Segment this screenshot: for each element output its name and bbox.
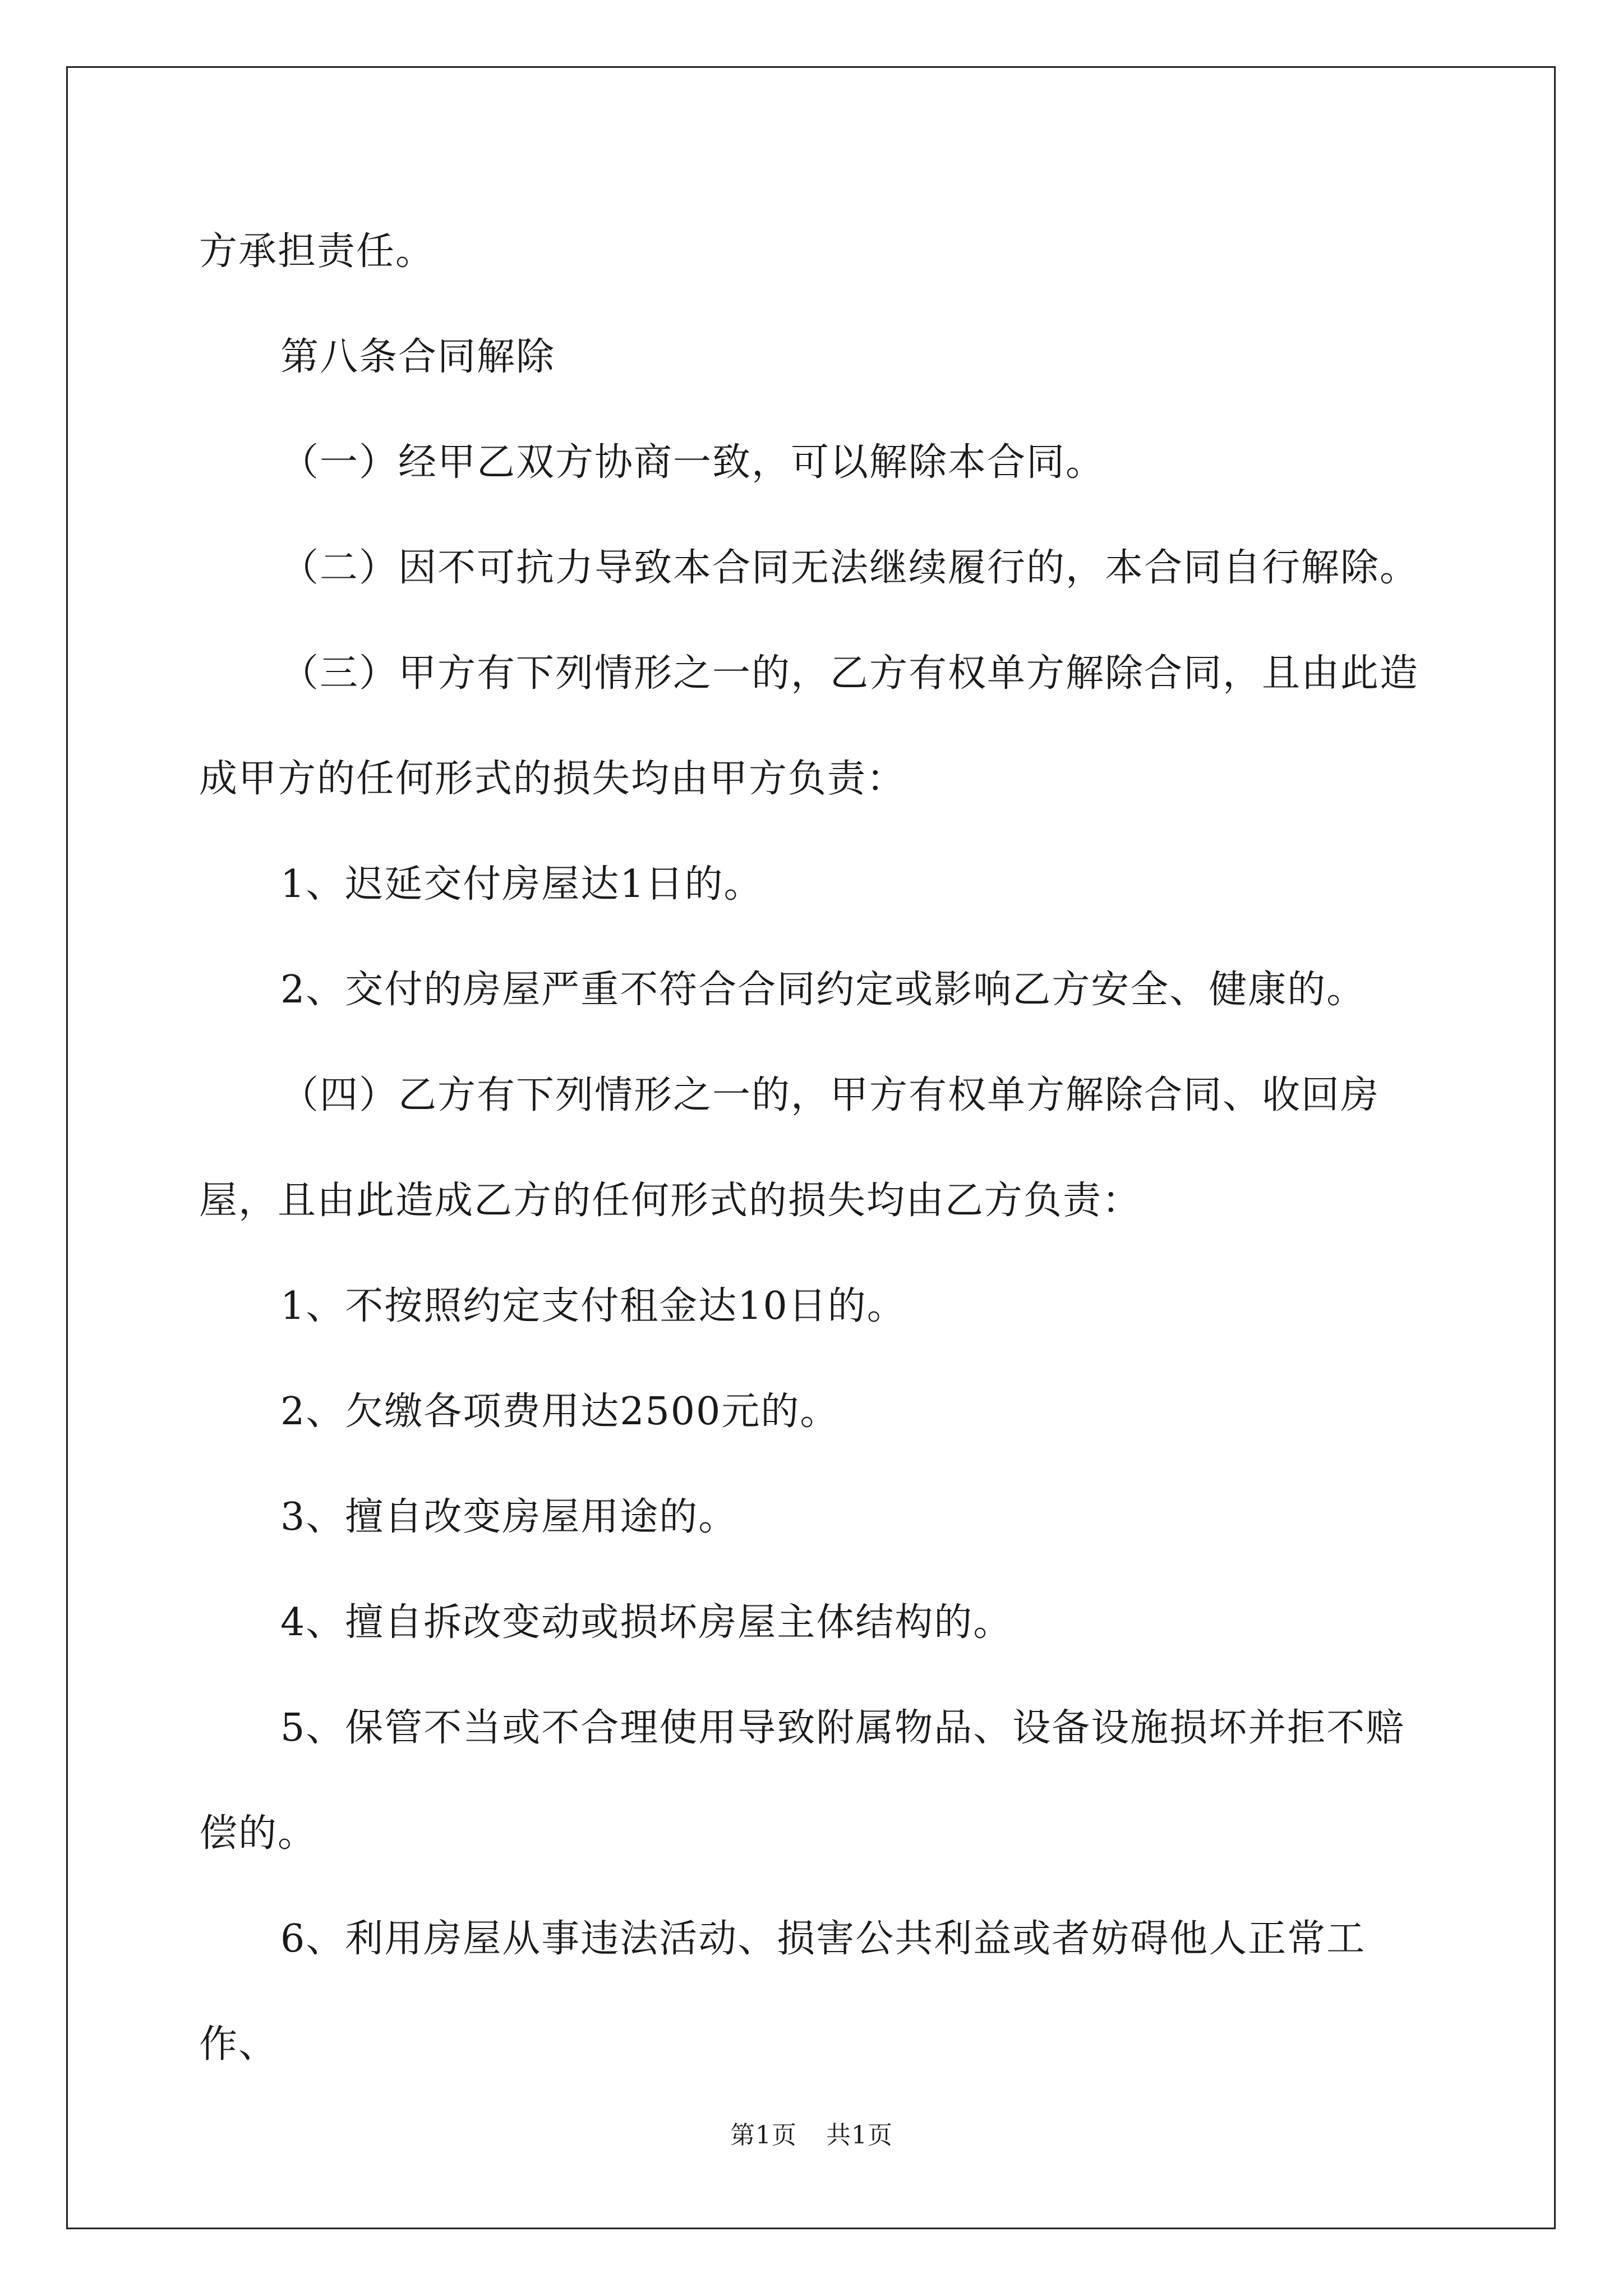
list-item: 2、交付的房屋严重不符合合同约定或影响乙方安全、健康的。 (280, 968, 1366, 1012)
list-item: 6、利用房屋从事违法活动、损害公共利益或者妨碍他人正常工作、 (199, 1917, 1366, 2067)
document-body (199, 199, 1427, 2097)
page-footer (0, 2115, 1623, 2151)
paragraph: （三）甲方有下列情形之一的，乙方有权单方解除合同，且由此造成甲方的任何形式的损失均由甲方负责： (199, 651, 1419, 801)
paragraph: 方承担责任。 (199, 229, 435, 274)
paragraph: （一）经甲乙双方协商一致，可以解除本合同。 (280, 440, 1105, 485)
list-item: 3、擅自改变房屋用途的。 (280, 1495, 738, 1539)
list-item: 1、不按照约定支付租金达10日的。 (280, 1284, 906, 1328)
list-item: 5、保管不当或不合理使用导致附属物品、设备设施损坏并拒不赔偿的。 (199, 1706, 1405, 1856)
page-number: 第1页 (730, 2121, 797, 2150)
page-total: 共1页 (826, 2121, 893, 2150)
section-heading: 第八条合同解除 (280, 335, 556, 379)
list-item: 1、迟延交付房屋达1日的。 (280, 862, 763, 907)
list-item: 4、擅自拆改变动或损坏房屋主体结构的。 (280, 1600, 1013, 1645)
list-item: 2、欠缴各项费用达2500元的。 (280, 1389, 840, 1434)
paragraph: （四）乙方有下列情形之一的，甲方有权单方解除合同、收回房屋，且由此造成乙方的任何形式的损失均由乙方负责： (199, 1073, 1380, 1223)
paragraph: （二）因不可抗力导致本合同无法继续履行的，本合同自行解除。 (280, 546, 1419, 590)
